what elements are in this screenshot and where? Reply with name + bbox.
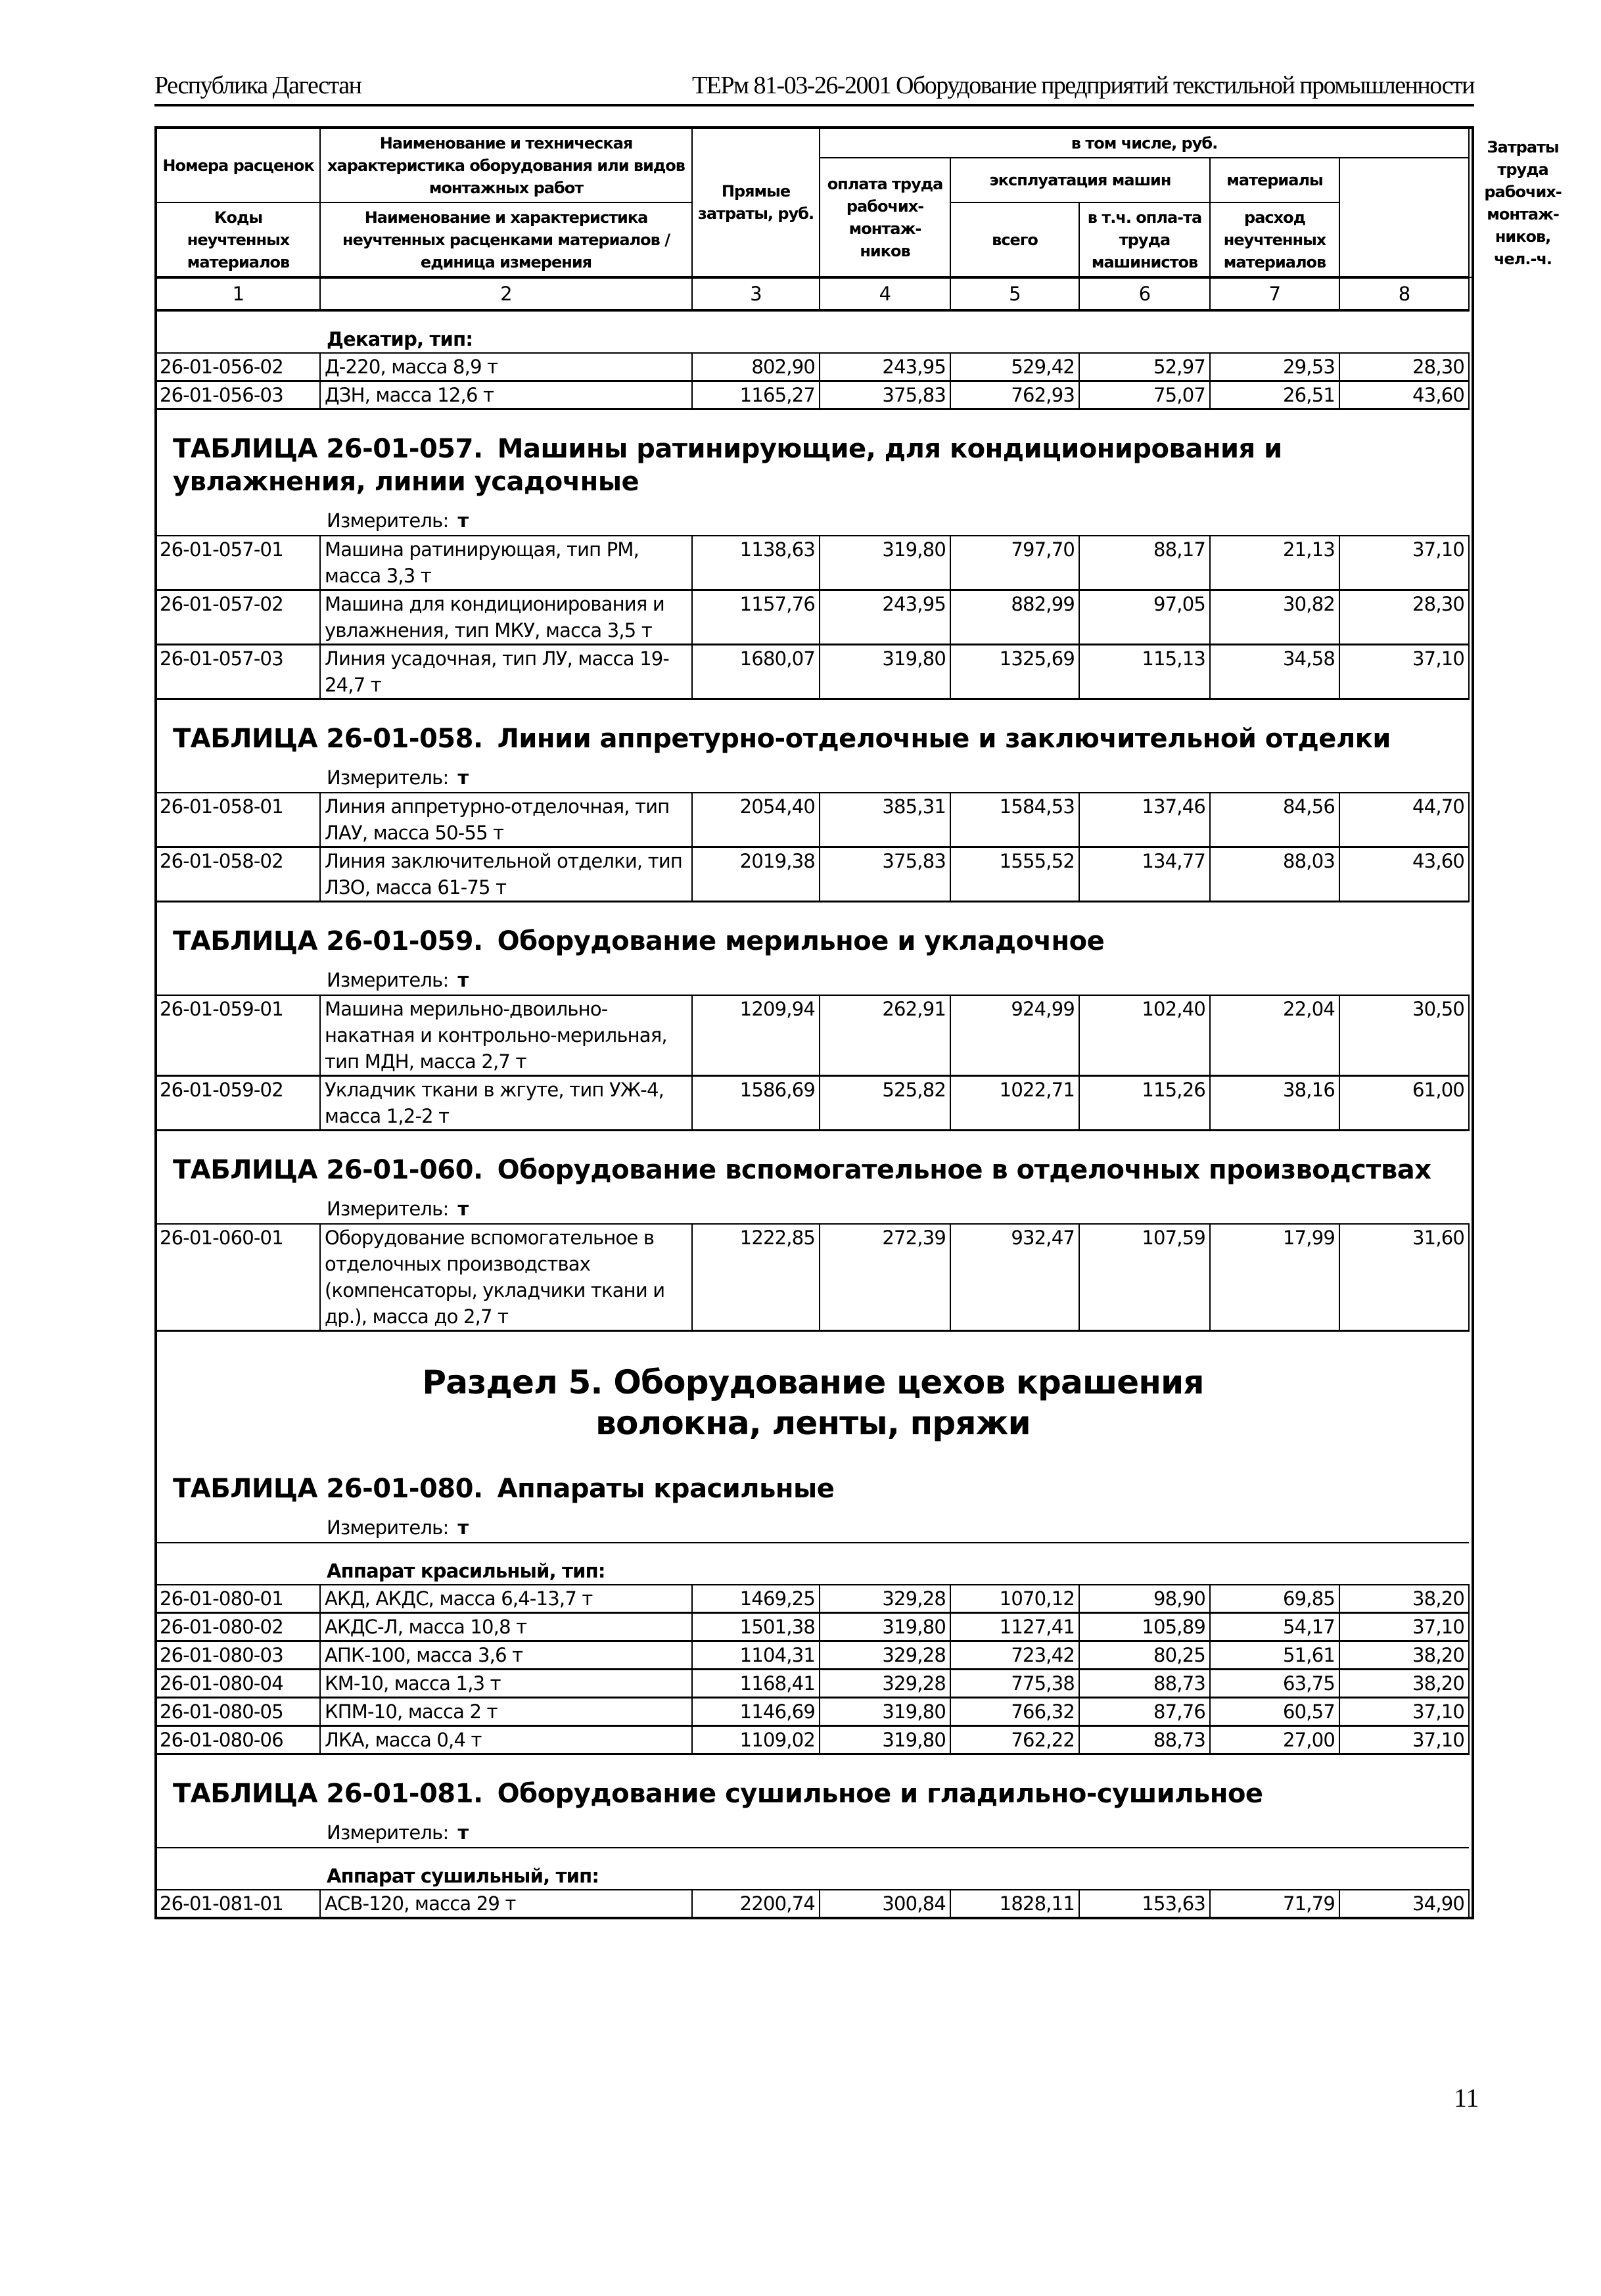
group-subheading: Аппарат сушильный, тип:: [156, 1848, 1469, 1890]
measure-unit: т: [457, 969, 469, 991]
cost-value: 1828,11: [950, 1890, 1079, 1918]
table-row: [156, 847, 1473, 902]
measure-label: Измеритель:: [327, 969, 449, 991]
measure-label: Измеритель:: [327, 1821, 449, 1844]
header-equipment-name-cell: [320, 128, 692, 202]
cost-value: 525,82: [820, 1076, 950, 1131]
header-including: в том числе, руб.: [1071, 133, 1218, 152]
table-row: [156, 1641, 1473, 1670]
table-row: [156, 1224, 1473, 1331]
measure-row: [156, 505, 1473, 536]
table-row: [156, 793, 1473, 847]
equipment-name: КМ-10, масса 1,3 т: [320, 1670, 692, 1698]
table-row: [156, 536, 1473, 590]
cost-value: 882,99: [950, 590, 1079, 645]
table-title: Оборудование мерильное и укладочное: [497, 926, 1105, 956]
header-machine-total: всего: [992, 230, 1038, 249]
equipment-name: Машина мерильно-двоильно-накатная и контрольно-мерильная, тип МДН, масса 2,7 т: [320, 995, 692, 1076]
cost-value: 75,07: [1079, 381, 1210, 410]
header-materials-cell: [1210, 158, 1339, 202]
table-number: ТАБЛИЦА 26-01-080.: [173, 1474, 483, 1504]
subhead-row: [156, 310, 1473, 353]
equipment-name: АПК-100, масса 3,6 т: [320, 1641, 692, 1670]
title-row: [156, 902, 1473, 965]
equipment-name: Линия аппретурно-отделочная, тип ЛАУ, масса 50-55 т: [320, 793, 692, 847]
cost-value: 38,20: [1339, 1585, 1469, 1613]
cost-value: 37,10: [1339, 1698, 1469, 1726]
cost-value: 115,13: [1079, 645, 1210, 699]
cost-value: 1127,41: [950, 1613, 1079, 1641]
cost-value: 37,10: [1339, 645, 1469, 699]
cost-value: 21,13: [1210, 536, 1339, 590]
cost-value: 1165,27: [692, 381, 820, 410]
header-machinist-pay: в т.ч. опла-та труда машинистов: [1087, 208, 1202, 271]
header-rate-numbers: Номера расценок: [162, 156, 314, 175]
rate-code: 26-01-080-04: [156, 1670, 320, 1698]
column-number: 6: [1079, 277, 1210, 310]
table-title: Машины ратинирующие, для кондиционирования и увлажнения, линии усадочные: [173, 434, 1282, 497]
header-machine-total-cell: [950, 202, 1079, 277]
column-number: 7: [1210, 277, 1339, 310]
cost-value: 29,53: [1210, 353, 1339, 381]
cost-value: 1168,41: [692, 1670, 820, 1698]
equipment-name: ДЗН, масса 12,6 т: [320, 381, 692, 410]
cost-value: 2200,74: [692, 1890, 820, 1918]
header-material-consumption: расход неучтенных материалов: [1223, 208, 1326, 271]
cost-value: 88,73: [1079, 1670, 1210, 1698]
table-row: [156, 1613, 1473, 1641]
equipment-name: Линия усадочная, тип ЛУ, масса 19-24,7 т: [320, 645, 692, 699]
cost-value: 107,59: [1079, 1224, 1210, 1331]
cost-value: 319,80: [820, 645, 950, 699]
document-title: ТЕРм 81-03-26-2001 Оборудование предприятий текстильной промышленности: [691, 72, 1474, 99]
cost-value: 84,56: [1210, 793, 1339, 847]
cost-value: 51,61: [1210, 1641, 1339, 1670]
cost-value: 1022,71: [950, 1076, 1079, 1131]
cost-value: 802,90: [692, 353, 820, 381]
header-direct-costs: Прямые затраты, руб.: [697, 182, 814, 223]
cost-value: 88,17: [1079, 536, 1210, 590]
cost-value: 319,80: [820, 536, 950, 590]
measure-row: [156, 1512, 1473, 1543]
measure-unit: т: [457, 509, 469, 532]
page-number: 11: [1454, 2083, 1479, 2113]
cost-value: 30,50: [1339, 995, 1469, 1076]
header-rate-numbers-cell: [156, 128, 320, 202]
table-header: [156, 128, 1562, 310]
cost-value: 44,70: [1339, 793, 1469, 847]
cost-value: 22,04: [1210, 995, 1339, 1076]
cost-value: 52,97: [1079, 353, 1210, 381]
measure-label: Измеритель:: [327, 1198, 449, 1220]
header-material-name: Наименование и характеристика неучтенных расценками материалов / единица измерения: [342, 208, 670, 271]
measure-cell: [156, 762, 1469, 793]
cost-value: 137,46: [1079, 793, 1210, 847]
cost-value: 34,58: [1210, 645, 1339, 699]
header-labor-hours: Затраты труда рабочих-монтаж-ников, чел.-ч.: [1484, 137, 1562, 268]
header-material-codes-cell: [156, 202, 320, 277]
title-row: [156, 1450, 1473, 1512]
table-title: Аппараты красильные: [497, 1474, 835, 1504]
title-cell: [156, 410, 1469, 505]
cost-value: 88,73: [1079, 1726, 1210, 1754]
cost-value: 797,70: [950, 536, 1079, 590]
title-cell: [156, 1131, 1469, 1194]
equipment-name: ЛКА, масса 0,4 т: [320, 1726, 692, 1754]
cost-value: 1469,25: [692, 1585, 820, 1613]
cost-value: 37,10: [1339, 536, 1469, 590]
cost-value: 87,76: [1079, 1698, 1210, 1726]
equipment-name: АСВ-120, масса 29 т: [320, 1890, 692, 1918]
rate-code: 26-01-080-06: [156, 1726, 320, 1754]
cost-value: 775,38: [950, 1670, 1079, 1698]
cost-value: 102,40: [1079, 995, 1210, 1076]
cost-value: 1680,07: [692, 645, 820, 699]
equipment-name: Д-220, масса 8,9 т: [320, 353, 692, 381]
cost-value: 272,39: [820, 1224, 950, 1331]
column-number: 5: [950, 277, 1079, 310]
measure-unit: т: [457, 1516, 469, 1539]
title-cell: [156, 902, 1469, 965]
measure-cell: [156, 964, 1469, 995]
cost-value: 1104,31: [692, 1641, 820, 1670]
table-row: [156, 1585, 1473, 1613]
cost-value: 329,28: [820, 1585, 950, 1613]
rate-code: 26-01-080-03: [156, 1641, 320, 1670]
section-title-line: волокна, ленты, пряжи: [595, 1404, 1031, 1442]
measure-unit: т: [457, 766, 469, 789]
table-title: Оборудование вспомогательное в отделочных производствах: [497, 1155, 1431, 1185]
measure-cell: [156, 1193, 1469, 1224]
table-number: ТАБЛИЦА 26-01-060.: [173, 1155, 483, 1185]
table-row: [156, 1726, 1473, 1754]
cost-value: 329,28: [820, 1641, 950, 1670]
title-row: [156, 1131, 1473, 1194]
header-labor-hours-cell: [1469, 128, 1562, 277]
cost-value: 71,79: [1210, 1890, 1339, 1918]
header-machinist-pay-cell: [1079, 202, 1210, 277]
cost-value: 37,10: [1339, 1613, 1469, 1641]
rate-code: 26-01-058-01: [156, 793, 320, 847]
running-header: [154, 66, 1474, 106]
measure-row: [156, 1817, 1473, 1848]
title-cell: [156, 699, 1469, 762]
rate-code: 26-01-059-02: [156, 1076, 320, 1131]
table-row: [156, 1670, 1473, 1698]
measure-cell: [156, 505, 1469, 536]
table-number: ТАБЛИЦА 26-01-081.: [173, 1779, 483, 1809]
rate-code: 26-01-060-01: [156, 1224, 320, 1331]
cost-value: 28,30: [1339, 353, 1469, 381]
measure-label: Измеритель:: [327, 509, 449, 532]
rate-code: 26-01-056-03: [156, 381, 320, 410]
cost-value: 97,05: [1079, 590, 1210, 645]
rate-code: 26-01-056-02: [156, 353, 320, 381]
cost-value: 26,51: [1210, 381, 1339, 410]
cost-value: 319,80: [820, 1726, 950, 1754]
subhead-row: [156, 1848, 1473, 1890]
title-cell: [156, 1754, 1469, 1817]
header-including-cell: [820, 128, 1469, 158]
cost-value: 1070,12: [950, 1585, 1079, 1613]
cost-value: 319,80: [820, 1613, 950, 1641]
rate-code: 26-01-057-03: [156, 645, 320, 699]
cost-value: 529,42: [950, 353, 1079, 381]
section-row: [156, 1331, 1473, 1451]
header-equipment-name: Наименование и техническая характеристика оборудования или видов монтажных работ: [327, 133, 685, 197]
price-table: [154, 126, 1562, 1919]
cost-value: 243,95: [820, 590, 950, 645]
header-material-consumption-cell: [1210, 202, 1339, 277]
header-direct-costs-cell: [692, 128, 820, 277]
equipment-name: Оборудование вспомогательное в отделочных производствах (компенсаторы, укладчики ткани и др.), масса до 2,7 т: [320, 1224, 692, 1331]
measure-cell: [156, 1817, 1469, 1848]
cost-value: 105,89: [1079, 1613, 1210, 1641]
table-row: [156, 1890, 1473, 1918]
header-machine-operation-cell: [950, 158, 1210, 202]
title-row: [156, 1754, 1473, 1817]
cost-value: 38,16: [1210, 1076, 1339, 1131]
table-number: ТАБЛИЦА 26-01-058.: [173, 724, 483, 754]
rate-code: 26-01-080-05: [156, 1698, 320, 1726]
column-number: 2: [320, 277, 692, 310]
cost-value: 1501,38: [692, 1613, 820, 1641]
cost-value: 60,57: [1210, 1698, 1339, 1726]
cost-value: 1209,94: [692, 995, 820, 1076]
cost-value: 385,31: [820, 793, 950, 847]
cost-value: 1138,63: [692, 536, 820, 590]
cost-value: 1584,53: [950, 793, 1079, 847]
equipment-name: АКДС-Л, масса 10,8 т: [320, 1613, 692, 1641]
column-number: 4: [820, 277, 950, 310]
header-worker-pay: оплата труда рабочих-монтаж-ников: [827, 174, 943, 260]
cost-value: 243,95: [820, 353, 950, 381]
cost-value: 37,10: [1339, 1726, 1469, 1754]
group-subheading: Аппарат красильный, тип:: [156, 1543, 1469, 1585]
header-material-name-cell: [320, 202, 692, 277]
measure-label: Измеритель:: [327, 766, 449, 789]
header-materials: материалы: [1226, 171, 1323, 189]
cost-value: 27,00: [1210, 1726, 1339, 1754]
table-number: ТАБЛИЦА 26-01-059.: [173, 926, 483, 956]
table-row: [156, 353, 1473, 381]
header-machine-operation: эксплуатация машин: [989, 171, 1171, 189]
rate-code: 26-01-057-01: [156, 536, 320, 590]
measure-row: [156, 964, 1473, 995]
measure-cell: [156, 1512, 1469, 1543]
region-name: Республика Дагестан: [154, 72, 361, 99]
equipment-name: Машина ратинирующая, тип РМ, масса 3,3 т: [320, 536, 692, 590]
equipment-name: Укладчик ткани в жгуте, тип УЖ-4, масса 1,2-2 т: [320, 1076, 692, 1131]
cost-value: 38,20: [1339, 1641, 1469, 1670]
measure-unit: т: [457, 1821, 469, 1844]
cost-value: 63,75: [1210, 1670, 1339, 1698]
table-row: [156, 995, 1473, 1076]
cost-value: 80,25: [1079, 1641, 1210, 1670]
rate-code: 26-01-080-02: [156, 1613, 320, 1641]
section-title-line: Раздел 5. Оборудование цехов крашения: [422, 1363, 1204, 1401]
cost-value: 61,00: [1339, 1076, 1469, 1131]
rate-code: 26-01-059-01: [156, 995, 320, 1076]
column-numbers-row: [156, 277, 1473, 310]
cost-value: 1157,76: [692, 590, 820, 645]
cost-value: 17,99: [1210, 1224, 1339, 1331]
measure-row: [156, 1193, 1473, 1224]
table-row: [156, 1698, 1473, 1726]
table-body: [156, 310, 1473, 1918]
header-worker-pay-cell: [820, 158, 950, 277]
title-cell: [156, 1450, 1469, 1512]
cost-value: 98,90: [1079, 1585, 1210, 1613]
table-title: Линии аппретурно-отделочные и заключительной отделки: [497, 724, 1391, 754]
cost-value: 766,32: [950, 1698, 1079, 1726]
cost-value: 153,63: [1079, 1890, 1210, 1918]
cost-value: 723,42: [950, 1641, 1079, 1670]
cost-value: 262,91: [820, 995, 950, 1076]
measure-unit: т: [457, 1198, 469, 1220]
title-row: [156, 410, 1473, 505]
cost-value: 2019,38: [692, 847, 820, 902]
cost-value: 1325,69: [950, 645, 1079, 699]
group-subheading: Декатир, тип:: [156, 310, 1469, 353]
cost-value: 375,83: [820, 847, 950, 902]
measure-label: Измеритель:: [327, 1516, 449, 1539]
cost-value: 69,85: [1210, 1585, 1339, 1613]
rate-code: 26-01-057-02: [156, 590, 320, 645]
table-number: ТАБЛИЦА 26-01-057.: [173, 434, 483, 464]
cost-value: 1586,69: [692, 1076, 820, 1131]
cost-value: 31,60: [1339, 1224, 1469, 1331]
equipment-name: КПМ-10, масса 2 т: [320, 1698, 692, 1726]
table-row: [156, 381, 1473, 410]
column-number: 3: [692, 277, 820, 310]
measure-row: [156, 762, 1473, 793]
cost-value: 43,60: [1339, 381, 1469, 410]
cost-value: 319,80: [820, 1698, 950, 1726]
cost-value: 300,84: [820, 1890, 950, 1918]
table-row: [156, 1076, 1473, 1131]
cost-value: 115,26: [1079, 1076, 1210, 1131]
table-row: [156, 645, 1473, 699]
cost-value: 88,03: [1210, 847, 1339, 902]
rate-code: 26-01-081-01: [156, 1890, 320, 1918]
rate-code: 26-01-080-01: [156, 1585, 320, 1613]
title-row: [156, 699, 1473, 762]
cost-value: 34,90: [1339, 1890, 1469, 1918]
table-title: Оборудование сушильное и гладильно-сушильное: [497, 1779, 1263, 1809]
cost-value: 762,93: [950, 381, 1079, 410]
rate-code: 26-01-058-02: [156, 847, 320, 902]
cost-value: 38,20: [1339, 1670, 1469, 1698]
cost-value: 375,83: [820, 381, 950, 410]
cost-value: 924,99: [950, 995, 1079, 1076]
cost-value: 1222,85: [692, 1224, 820, 1331]
cost-value: 932,47: [950, 1224, 1079, 1331]
column-number: 8: [1339, 277, 1469, 310]
cost-value: 762,22: [950, 1726, 1079, 1754]
subhead-row: [156, 1543, 1473, 1585]
cost-value: 1109,02: [692, 1726, 820, 1754]
cost-value: 329,28: [820, 1670, 950, 1698]
section-cell: [156, 1331, 1469, 1451]
equipment-name: АКД, АКДС, масса 6,4-13,7 т: [320, 1585, 692, 1613]
equipment-name: Машина для кондиционирования и увлажнения, тип МКУ, масса 3,5 т: [320, 590, 692, 645]
cost-value: 28,30: [1339, 590, 1469, 645]
cost-value: 54,17: [1210, 1613, 1339, 1641]
cost-value: 43,60: [1339, 847, 1469, 902]
header-material-codes: Коды неучтенных материалов: [187, 208, 290, 271]
cost-value: 30,82: [1210, 590, 1339, 645]
equipment-name: Линия заключительной отделки, тип ЛЗО, масса 61-75 т: [320, 847, 692, 902]
cost-value: 1555,52: [950, 847, 1079, 902]
cost-value: 2054,40: [692, 793, 820, 847]
table-row: [156, 590, 1473, 645]
column-number: 1: [156, 277, 320, 310]
cost-value: 1146,69: [692, 1698, 820, 1726]
cost-value: 134,77: [1079, 847, 1210, 902]
